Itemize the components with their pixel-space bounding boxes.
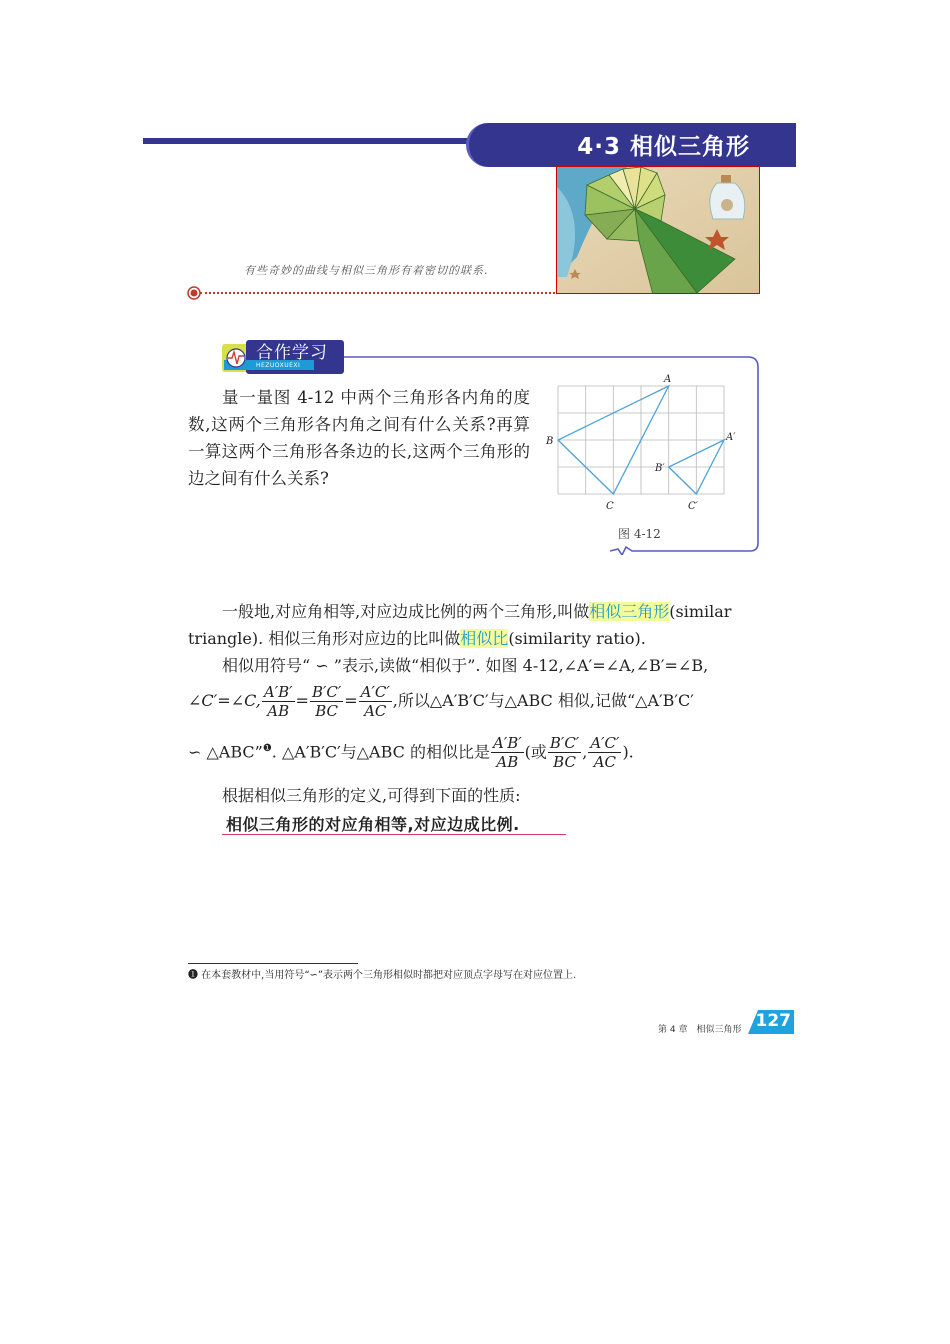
fraction-ratio-ab: $\frac{A'B'}{AB}$ (492, 734, 522, 772)
footnote-rule (188, 963, 358, 964)
photo-caption: 有些奇妙的曲线与相似三角形有着密切的联系. (244, 264, 489, 277)
symbol-paragraph: 相似用符号“ ∽ ”表示,读做“相似于”. 如图 4-12,∠A′=∠A,∠B′=∠B, (222, 656, 709, 675)
fraction-ab: $\frac{A'B'}{AB}$ (263, 683, 293, 720)
shell-beach-photo (556, 166, 760, 294)
ratio-line: ∠C′=∠C, $\frac{A'B'}{AB}$ = $\frac{B'C'}{BC}$ = $\frac{A'C'}{AC}$ ,所以△A′B′C′与△ABC 相似,记做“△A′B′C′ (188, 683, 694, 720)
fraction-bc: $\frac{B'C'}{BC}$ (311, 683, 342, 720)
label-b: B (546, 436, 554, 447)
label-c-prime: C′ (688, 501, 698, 512)
section-banner (466, 123, 796, 167)
footnote: ❶ 在本套教材中,当用符号“∽”表示两个三角形相似时都把对应顶点字母写在对应位置上. (188, 970, 577, 981)
property-intro: 根据相似三角形的定义,可得到下面的性质: (222, 786, 521, 805)
page-number: 127 (755, 1011, 791, 1031)
label-a: A (664, 374, 672, 385)
footer-chapter: 第 4 章 相似三角形 (658, 1025, 742, 1035)
figure-4-12-triangles (544, 372, 744, 522)
header-rule (143, 138, 473, 144)
fraction-ac: $\frac{A'C'}{AC}$ (360, 683, 390, 720)
term-similarity-ratio: 相似比 (460, 629, 509, 648)
figure-caption: 图 4-12 (618, 527, 661, 541)
coop-learning-badge (222, 338, 344, 376)
section-title: 4·3 相似三角形 (577, 134, 750, 160)
coop-label: 合作学习 (256, 343, 328, 363)
label-a-prime: A′ (726, 432, 736, 443)
property-underline (222, 834, 566, 835)
coop-sublabel: HEZUOXUEXI (256, 362, 301, 369)
fraction-ratio-ac: $\frac{A'C'}{AC}$ (590, 734, 620, 772)
label-b-prime: B′ (655, 463, 665, 474)
label-c: C (606, 501, 614, 512)
footnote-mark: ❶ (262, 743, 272, 754)
ratio-line-2: ∽ △ABC”$^❶$. △A′B′C′与△ABC 的相似比是 $\frac{A'B'}{AB}$ (或 $\frac{B'C'}{BC}$ , $\frac{A'C'}{AC}$ ). (188, 734, 634, 772)
definition-paragraph: 一般地,对应角相等,对应边成比例的两个三角形,叫做相似三角形(similar triangle). 相似三角形对应边的比叫做相似比(similarity ratio). (188, 602, 732, 648)
dotted-rule (200, 292, 555, 294)
fraction-ratio-bc: $\frac{B'C'}{BC}$ (549, 734, 580, 772)
term-similar-triangle: 相似三角形 (589, 602, 670, 621)
red-bullet-icon (187, 285, 201, 299)
property-statement: 相似三角形的对应角相等,对应边成比例. (226, 815, 520, 834)
coop-question: 量一量图 4-12 中两个三角形各内角的度数,这两个三角形各内角之间有什么关系?再算一算这两个三角形各条边的长,这两个三角形的边之间有什么关系? (188, 388, 530, 488)
page-number-tab (748, 1010, 794, 1034)
shell-illustration (557, 167, 760, 294)
